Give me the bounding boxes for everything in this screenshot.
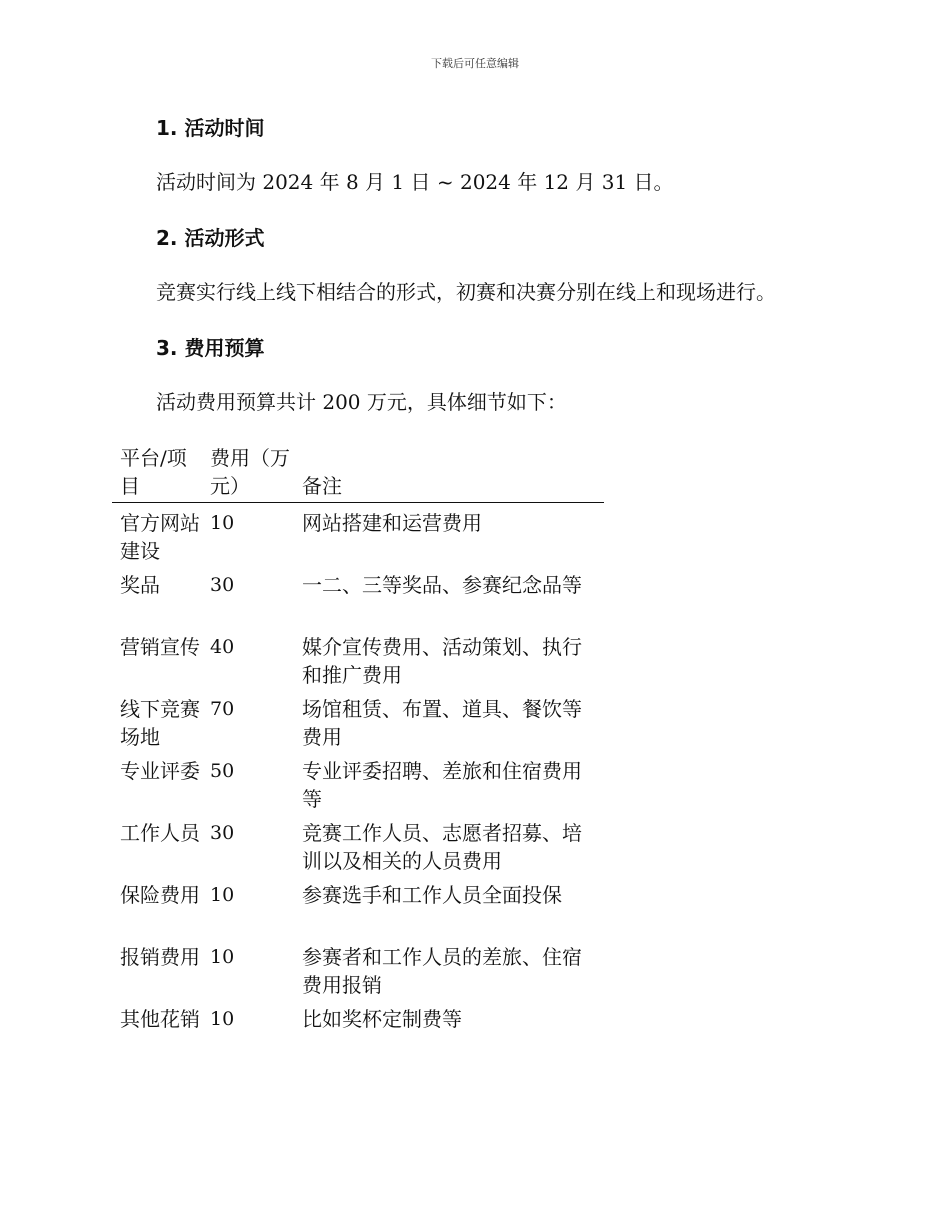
- cell-cost: 10: [210, 1008, 235, 1030]
- cell-note: 网站搭建和运营费用: [302, 511, 482, 535]
- section-heading-budget: 3. 费用预算: [156, 336, 265, 360]
- cell-note: 参赛者和工作人员的差旅、住宿费用报销: [302, 945, 582, 997]
- cell-cost: 50: [210, 760, 235, 782]
- table-row: [112, 627, 604, 689]
- table-row: [112, 689, 604, 751]
- cell-cost: 30: [210, 822, 235, 844]
- table-row: [112, 875, 604, 937]
- header-cost: 费用（万元）: [210, 446, 290, 498]
- cell-cost: 10: [210, 946, 235, 968]
- cell-cost: 10: [210, 884, 235, 906]
- table-body: [112, 503, 604, 1061]
- section-heading-activity-form: 2. 活动形式: [156, 226, 265, 250]
- table-row: [112, 565, 604, 627]
- cell-item: 报销费用: [120, 945, 200, 969]
- cell-cost: 70: [210, 698, 235, 720]
- table-row: [112, 999, 604, 1061]
- cell-item: 工作人员: [120, 821, 200, 845]
- cell-cost: 40: [210, 636, 235, 658]
- cell-item: 线下竞赛场地: [120, 697, 200, 749]
- cell-note: 场馆租赁、布置、道具、餐饮等费用: [302, 697, 582, 749]
- budget-table: [112, 444, 604, 1061]
- header-item: 平台/项目: [120, 446, 187, 498]
- cell-item: 营销宣传: [120, 635, 200, 659]
- cell-cost: 10: [210, 512, 235, 534]
- table-header-row: [112, 444, 604, 503]
- cell-item: 官方网站建设: [120, 511, 200, 563]
- cell-note: 一二、三等奖品、参赛纪念品等: [302, 573, 582, 597]
- paragraph-budget: 活动费用预算共计 200 万元，具体细节如下：: [156, 390, 567, 414]
- header-note: 备注: [302, 474, 342, 498]
- paragraph-activity-time: 活动时间为 2024 年 8 月 1 日 ~ 2024 年 12 月 31 日。: [156, 170, 674, 194]
- cell-item: 其他花销: [120, 1007, 200, 1031]
- table-row: [112, 503, 604, 565]
- cell-item: 奖品: [120, 573, 160, 597]
- cell-note: 专业评委招聘、差旅和住宿费用等: [302, 759, 582, 811]
- cell-note: 比如奖杯定制费等: [302, 1007, 462, 1031]
- section-heading-activity-time: 1. 活动时间: [156, 116, 265, 140]
- page-header-note: 下载后可任意编辑: [431, 57, 519, 70]
- table-row: [112, 751, 604, 813]
- table-row: [112, 813, 604, 875]
- paragraph-activity-form: 竞赛实行线上线下相结合的形式，初赛和决赛分别在线上和现场进行。: [156, 280, 776, 304]
- cell-item: 专业评委: [120, 759, 200, 783]
- cell-note: 竞赛工作人员、志愿者招募、培训以及相关的人员费用: [302, 821, 582, 873]
- table-row: [112, 937, 604, 999]
- cell-note: 参赛选手和工作人员全面投保: [302, 883, 562, 907]
- cell-item: 保险费用: [120, 883, 200, 907]
- cell-cost: 30: [210, 574, 235, 596]
- cell-note: 媒介宣传费用、活动策划、执行和推广费用: [302, 635, 582, 687]
